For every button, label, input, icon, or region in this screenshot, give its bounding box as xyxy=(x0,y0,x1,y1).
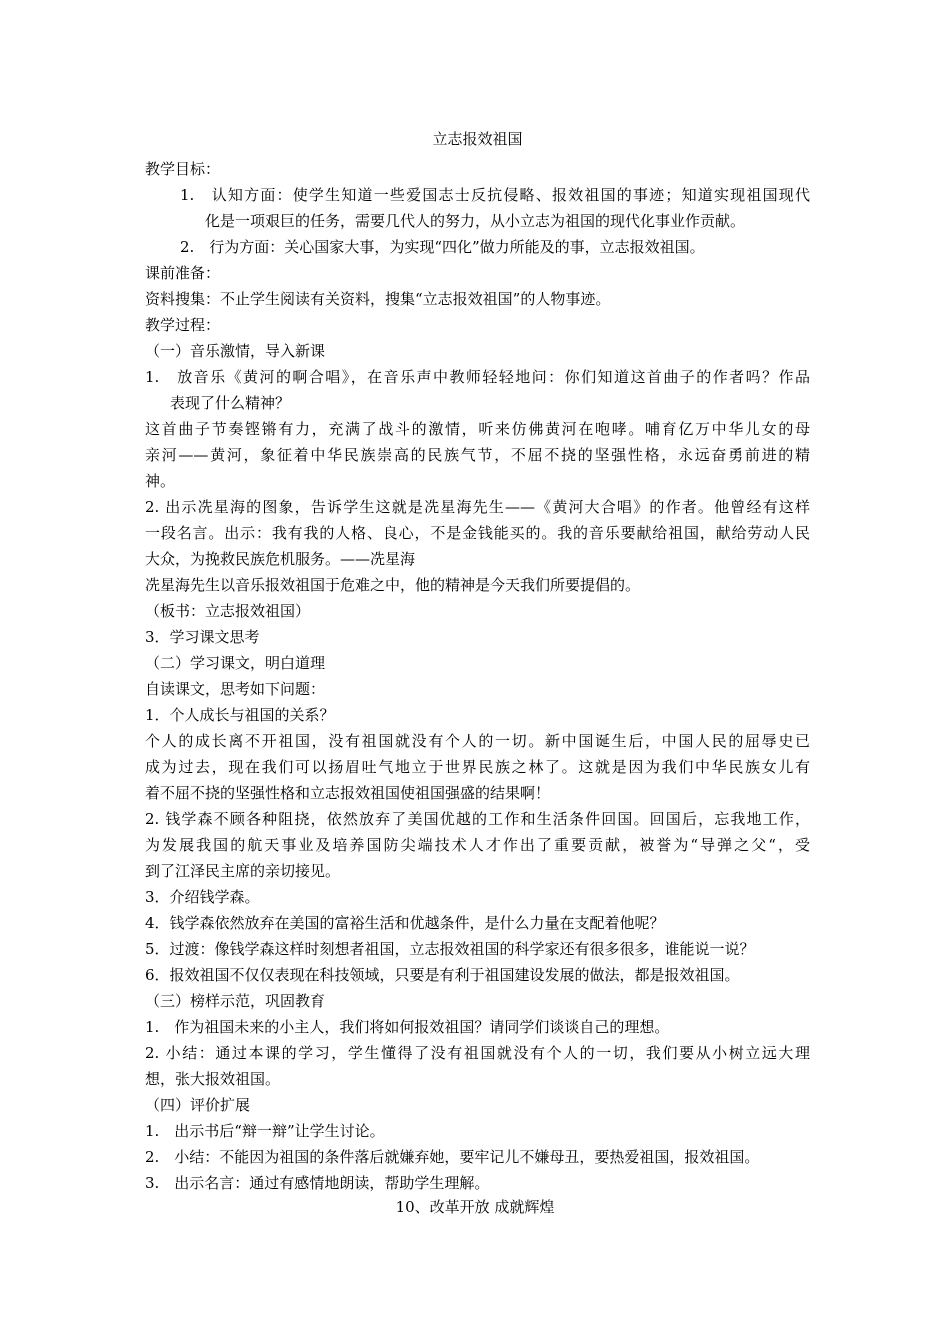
blackboard-note: （板书：立志报效祖国） xyxy=(145,602,311,620)
objective-1-cont: 化是一项艰巨的任务，需要几代人的努力，从小立志为祖国的现代化事业作贡献。 xyxy=(205,212,746,230)
preparation-text: 资料搜集：不止学生阅读有关资料，搜集“立志报效祖国”的人物事迹。 xyxy=(145,290,611,308)
section-heading-process: 教学过程： xyxy=(145,316,221,334)
subsection-heading-3: （三）榜样示范，巩固教育 xyxy=(145,992,326,1010)
list-item: 1. 放音乐《黄河的啊合唱》，在音乐声中教师轻轻地问：你们知道这首曲子的作者吗？作品 xyxy=(145,368,810,386)
list-item: 2. 小结：通过本课的学习，学生懂得了没有祖国就没有个人的一切，我们要从小树立远大理 xyxy=(145,1044,810,1062)
list-item: 2. 小结：不能因为祖国的条件落后就嫌弃她，要牢记儿不嫌母丑，要热爱祖国，报效祖国。 xyxy=(145,1148,760,1166)
paragraph-line: 2. 出示冼星海的图象，告诉学生这就是冼星海先生——《黄河大合唱》的作者。他曾经有这样 xyxy=(145,498,810,516)
subsection-heading-4: （四）评价扩展 xyxy=(145,1096,251,1114)
document-body xyxy=(145,122,810,1196)
next-lesson-title: 10、改革开放 成就辉煌 xyxy=(395,1198,555,1216)
paragraph-line: 神。 xyxy=(145,472,176,490)
paragraph-line: 大众，为挽救民族危机服务。——冼星海 xyxy=(145,550,416,568)
paragraph-line: 自读课文，思考如下问题： xyxy=(145,680,326,698)
paragraph-line: 为发展我国的航天事业及培养国防尖端技术人才作出了重要贡献，被誉为“导弹之父“，受 xyxy=(145,836,810,854)
objective-1: 1. 认知方面：使学生知道一些爱国志士反抗侵略、报效祖国的事迹；知道实现祖国现代 xyxy=(180,186,810,204)
list-item-cont: 想，张大报效祖国。 xyxy=(145,1070,281,1088)
paragraph-line: 到了江泽民主席的亲切接见。 xyxy=(145,862,341,880)
section-heading-objectives: 教学目标： xyxy=(145,160,221,178)
paragraph-line: 2. 钱学森不顾各种阻挠，依然放弃了美国优越的工作和生活条件回国。回国后，忘我地工作， xyxy=(145,810,810,828)
list-item: 5．过渡：像钱学森这样时刻想者祖国，立志报效祖国的科学家还有很多很多，谁能说一说？ xyxy=(145,940,755,958)
list-item: 3．学习课文思考 xyxy=(145,628,260,646)
section-heading-preparation: 课前准备： xyxy=(145,264,221,282)
list-item: 1. 作为祖国未来的小主人，我们将如何报效祖国？请同学们谈谈自己的理想。 xyxy=(145,1018,670,1036)
page-title: 立志报效祖国 xyxy=(432,130,523,148)
list-item: 1．个人成长与祖国的关系？ xyxy=(145,706,335,724)
paragraph-line: 冼星海先生以音乐报效祖国于危难之中，他的精神是今天我们所要提倡的。 xyxy=(145,576,641,594)
list-item: 4．钱学森依然放弃在美国的富裕生活和优越条件，是什么力量在支配着他呢？ xyxy=(145,914,665,932)
list-item: 6．报效祖国不仅仅表现在科技领域，只要是有利于祖国建设发展的做法，都是报效祖国。 xyxy=(145,966,740,984)
list-item: 3. 出示名言：通过有感情地朗读，帮助学生理解。 xyxy=(145,1174,490,1192)
paragraph-line: 这首曲子节奏铿锵有力，充满了战斗的激情，听来仿佛黄河在咆哮。哺育亿万中华儿女的母 xyxy=(145,420,810,438)
list-item: 1. 出示书后“辩一辩”让学生讨论。 xyxy=(145,1122,385,1140)
paragraph-line: 个人的成长离不开祖国，没有祖国就没有个人的一切。新中国诞生后，中国人民的屈辱史已 xyxy=(145,732,810,750)
subsection-heading-1: （一）音乐激情，导入新课 xyxy=(145,342,326,360)
subsection-heading-2: （二）学习课文，明白道理 xyxy=(145,654,326,672)
list-item: 3．介绍钱学森。 xyxy=(145,888,260,906)
paragraph-line: 着不屈不挠的坚强性格和立志报效祖国使祖国强盛的结果啊！ xyxy=(145,784,551,802)
objective-2: 2. 行为方面：关心国家大事，为实现“四化”做力所能及的事，立志报效祖国。 xyxy=(180,238,705,256)
list-item-cont: 表现了什么精神？ xyxy=(170,394,291,412)
paragraph-line: 一段名言。出示：我有我的人格、良心，不是金钱能买的。我的音乐要献给祖国，献给劳动人民 xyxy=(145,524,810,542)
paragraph-line: 亲河——黄河，象征着中华民族崇高的民族气节，不屈不挠的坚强性格，永远奋勇前进的精 xyxy=(145,446,810,464)
paragraph-line: 成为过去，现在我们可以扬眉吐气地立于世界民族之林了。这就是因为我们中华民族女儿有 xyxy=(145,758,810,776)
